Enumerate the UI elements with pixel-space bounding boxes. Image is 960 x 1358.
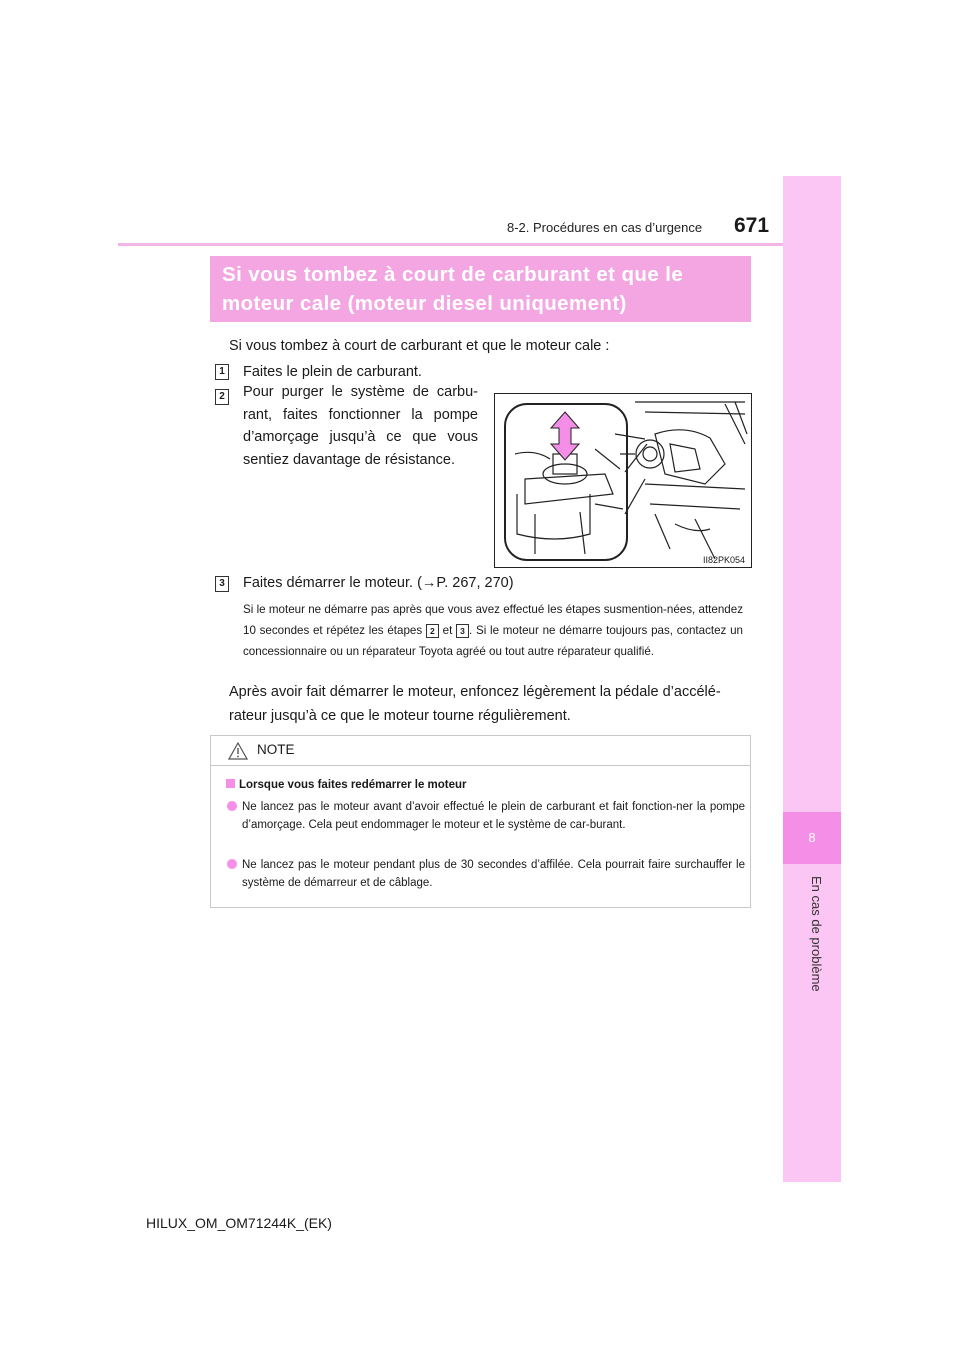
note-bullet-text: Ne lancez pas le moteur avant d’avoir effectué le plein de carburant et fait fonction-ner la pompe d’amorçage. Cela peut endommager le moteur et le système de car-burant. [242, 801, 745, 831]
note-bullet-text: Ne lancez pas le moteur pendant plus de 30 secondes d’affilée. Cela pourrait faire surchauffer le système de démarreur et de câblage. [242, 859, 745, 889]
step-3-note-part2: . Si le moteur ne démarre toujours pas, contactez un concessionnaire ou un réparateur Toyota agréé ou tout autre réparateur qualifié. [243, 624, 743, 658]
banner-title-line1: Si vous tombez à court de carburant et que le [222, 263, 684, 286]
step-2-text: Pour purger le système de carbu-rant, faites fonctionner la pompe d’amorçage jusqu’à ce que vous sentiez davantage de résistance. [243, 384, 478, 468]
note-bullet [227, 798, 745, 834]
chapter-number-tab[interactable]: 8 [783, 812, 841, 864]
priming-pump-illustration [495, 394, 751, 567]
section-banner [210, 256, 751, 322]
step-1-text: Faites le plein de carburant. [243, 364, 422, 380]
note-box [210, 735, 751, 908]
page-number: 671 [734, 214, 770, 237]
step-ref-2: 2 [426, 624, 439, 638]
step-ref-3: 3 [456, 624, 469, 638]
note-title: NOTE [257, 742, 295, 757]
banner-title-line2: moteur cale (moteur diesel uniquement) [222, 292, 627, 315]
step-number-1: 1 [215, 364, 229, 380]
side-tab-upper [783, 176, 841, 812]
note-bullet [227, 856, 745, 892]
after-start-text: Après avoir fait démarrer le moteur, enfoncez légèrement la pédale d’accélé-rateur jusqu’à ce que le moteur tourne régulièrement. [229, 684, 721, 724]
step-3-note [243, 599, 743, 662]
bullet-dot-icon [227, 859, 237, 869]
note-subtitle [226, 779, 467, 791]
step-3-note-part1: Si le moteur ne démarre pas après que vous avez effectué les étapes susmention-nées, attendez 10 secondes et répétez les étapes [243, 603, 743, 637]
chapter-label: En cas de problème [809, 876, 824, 992]
note-header [211, 736, 750, 766]
note-subtitle-text: Lorsque vous faites redémarrer le moteur [239, 779, 467, 791]
step-3-note-and: et [442, 624, 453, 637]
step-number-2: 2 [215, 389, 229, 405]
bullet-dot-icon [227, 801, 237, 811]
banner-title [210, 256, 751, 322]
priming-pump-figure [494, 393, 752, 568]
step-number-3: 3 [215, 576, 229, 592]
section-title: 8-2. Procédures en cas d’urgence [507, 220, 703, 235]
figure-code: II82PK054 [702, 555, 745, 565]
warning-triangle-icon [228, 742, 248, 760]
intro-text: Si vous tombez à court de carburant et que le moteur cale : [229, 338, 610, 354]
header-rule [118, 243, 840, 246]
square-bullet-icon [226, 779, 235, 788]
document-code-footer: HILUX_OM_OM71244K_(EK) [146, 1215, 332, 1231]
step-3-text: Faites démarrer le moteur. (→P. 267, 270) [243, 575, 514, 591]
